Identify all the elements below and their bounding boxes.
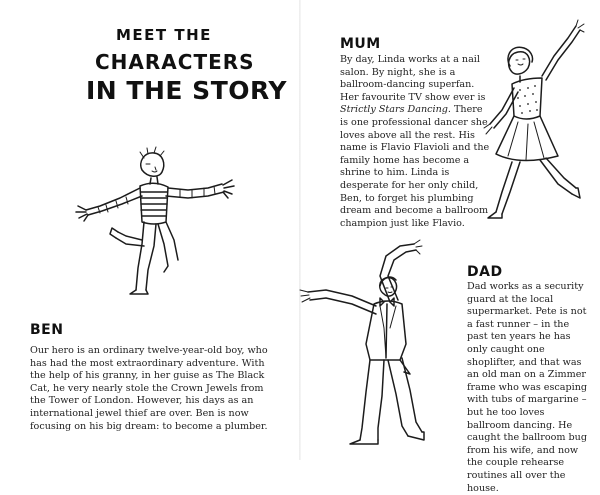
title-line-1: MEET THE [116, 26, 212, 44]
dad-illustration [290, 232, 460, 452]
ben-description: Our hero is an ordinary twelve-year-old boy, who has had the most extraordinary adventure. With the help of his granny, in her guise as The Black Cat, he very nearly stole the Crown Jewels from the Tower of London. However, his days as an international jewel thief are over. Ben is now focusing on his big dream: to become a plumber. [30, 345, 268, 432]
mum-heading: MUM [340, 36, 381, 52]
ben-illustration [60, 140, 250, 300]
mum-text-after: . There is one professional dancer she loves above all the rest. His name is Flavio Flavioli and the family home has become a shrine to him. Linda is desperate for her only child, Ben, to forget his plumbing dream and become a ballroom champion just like Flavio. [340, 104, 490, 229]
dad-heading: DAD [467, 264, 503, 280]
title-line-3: IN THE STORY [86, 76, 287, 105]
left-page [0, 0, 300, 460]
mum-description [340, 54, 492, 230]
mum-tv-show: Strictly Stars Dancing [340, 104, 448, 116]
right-page [300, 0, 600, 494]
mum-text-before: By day, Linda works at a nail salon. By night, she is a ballroom-dancing superfan. Her favourite TV show ever is [340, 54, 486, 103]
ben-heading: BEN [30, 322, 64, 338]
dad-description: Dad works as a security guard at the local supermarket. Pete is not a fast runner – in the past ten years he has only caught one shoplifter, and that was an old man on a Zimmer frame who was escaping with tubs of margarine – but he too loves ballroom dancing. He caught the ballroom bug from his wife, and now the couple rehearse routines all over the house. [467, 281, 588, 494]
title-line-2: CHARACTERS [95, 50, 255, 74]
mum-illustration [472, 16, 592, 226]
